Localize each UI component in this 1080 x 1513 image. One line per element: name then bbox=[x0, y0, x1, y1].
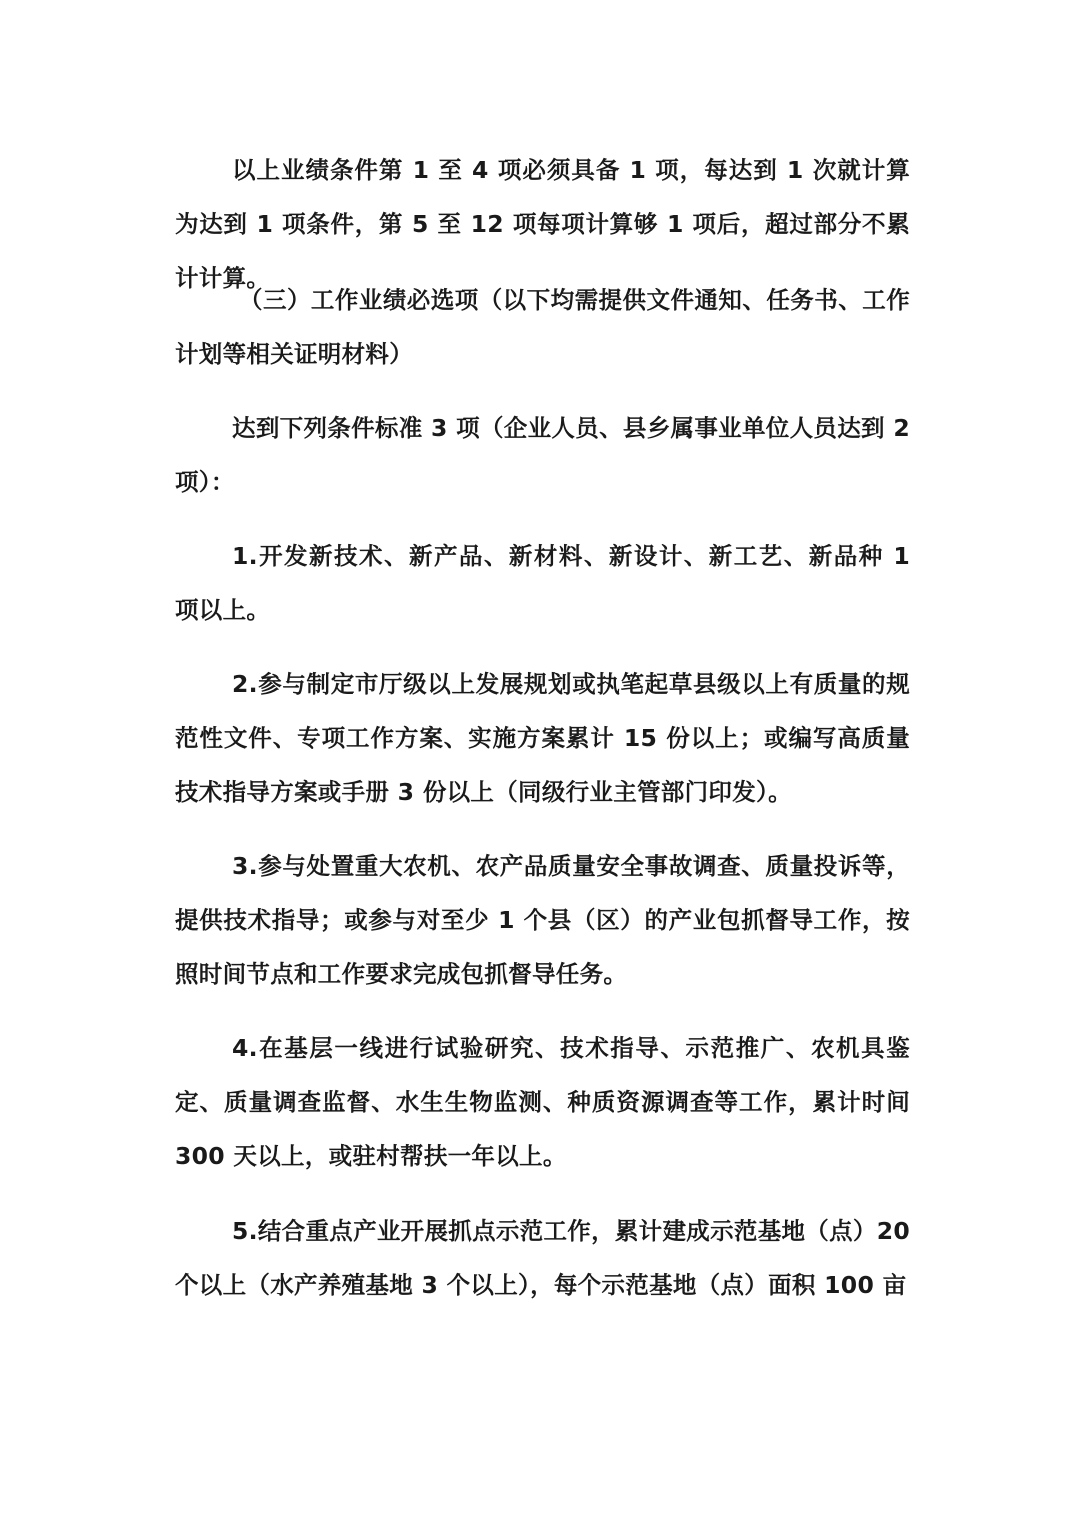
list-item-4: 4.在基层一线进行试验研究、技术指导、示范推广、农机具鉴定、质量调查监督、水生生物监测、种质资源调查等工作，累计时间 300 天以上，或驻村帮扶一年以上。 bbox=[175, 1034, 910, 1170]
list-item-5: 5.结合重点产业开展抓点示范工作，累计建成示范基地（点）20 个以上（水产养殖基地 3 个以上），每个示范基地（点）面积 100 亩 bbox=[175, 1217, 910, 1299]
list-item-3: 3.参与处置重大农机、农产品质量安全事故调查、质量投诉等，提供技术指导；或参与对至少 1 个县（区）的产业包抓督导工作，按照时间节点和工作要求完成包抓督导任务。 bbox=[175, 852, 910, 988]
paragraph-criteria-count: 达到下列条件标准 3 项（企业人员、县乡属事业单位人员达到 2 项）： bbox=[175, 414, 910, 496]
section-heading-required-items: （三）工作业绩必选项（以下均需提供文件通知、任务书、工作计划等相关证明材料） bbox=[175, 286, 910, 368]
paragraph-performance-rule: 以上业绩条件第 1 至 4 项必须具备 1 项，每达到 1 次就计算为达到 1 项条件，第 5 至 12 项每项计算够 1 项后，超过部分不累计计算。 bbox=[175, 156, 910, 292]
list-item-1: 1.开发新技术、新产品、新材料、新设计、新工艺、新品种 1 项以上。 bbox=[175, 542, 910, 624]
list-item-2: 2.参与制定市厅级以上发展规划或执笔起草县级以上有质量的规范性文件、专项工作方案、实施方案累计 15 份以上；或编写高质量技术指导方案或手册 3 份以上（同级行业主管部门印发）。 bbox=[175, 670, 910, 806]
